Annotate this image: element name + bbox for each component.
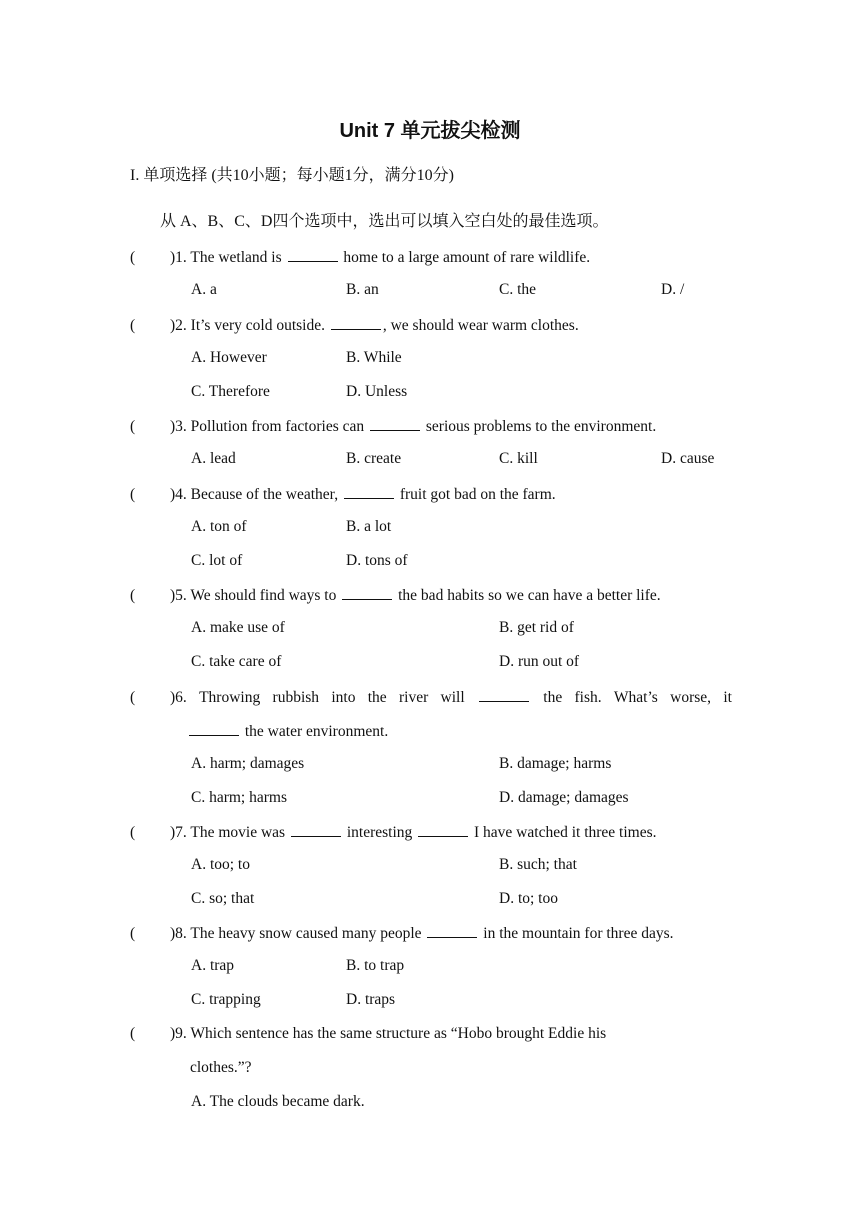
option-d: D. tons of — [346, 552, 408, 569]
option-a: A. make use of — [191, 619, 285, 636]
option-d: D. cause — [661, 450, 715, 467]
option-b: B. create — [346, 450, 402, 467]
question-6-continued: the water environment. — [187, 721, 388, 741]
option-b: B. get rid of — [499, 619, 574, 636]
question-9-continued: clothes.”? — [190, 1059, 252, 1076]
option-a: A. ton of — [191, 518, 247, 535]
option-a: A. The clouds became dark. — [191, 1093, 365, 1110]
option-a: A. a — [191, 281, 217, 298]
answer-blank — [418, 822, 468, 837]
answer-blank — [331, 315, 381, 330]
answer-blank — [370, 416, 420, 431]
question-4: ( )4. Because of the weather, fruit got bad on the farm. — [130, 486, 556, 503]
question-1: ( )1. The wetland is home to a large amount of rare wildlife. — [130, 249, 591, 266]
option-d: D. damage; damages — [499, 789, 629, 806]
answer-paren: ( — [130, 249, 136, 266]
option-d: D. traps — [346, 991, 396, 1008]
option-d: D. / — [661, 281, 685, 298]
answer-paren: ( — [130, 317, 136, 334]
option-b: B. damage; harms — [499, 755, 612, 772]
option-c: C. take care of — [191, 653, 282, 670]
question-8: ( )8. The heavy snow caused many people in the mountain for three days. — [130, 925, 674, 942]
answer-paren: ( — [130, 486, 136, 503]
answer-blank — [189, 721, 239, 736]
option-c: C. harm; harms — [191, 789, 287, 806]
question-2: ( )2. It’s very cold outside. , we should wear warm clothes. — [130, 317, 579, 334]
answer-paren: ( — [130, 1025, 136, 1042]
option-b: B. to trap — [346, 957, 405, 974]
answer-blank — [288, 247, 338, 262]
option-d: D. run out of — [499, 653, 580, 670]
question-6: ( )6. Throwing rubbish into the river will the fish. What’s worse, it — [130, 689, 732, 706]
option-b: B. such; that — [499, 856, 577, 873]
option-a: A. trap — [191, 957, 235, 974]
option-c: C. kill — [499, 450, 538, 467]
option-c: C. trapping — [191, 991, 261, 1008]
answer-paren: ( — [130, 925, 136, 942]
answer-paren: ( — [130, 418, 136, 435]
question-5: ( )5. We should find ways to the bad habits so we can have a better life. — [130, 587, 661, 604]
option-c: C. Therefore — [191, 383, 270, 400]
instruction-text: 从 A、B、C、D四个选项中，选出可以填入空白处的最佳选项。 — [160, 213, 609, 230]
answer-blank — [291, 822, 341, 837]
answer-blank — [479, 687, 529, 702]
option-c: C. so; that — [191, 890, 255, 907]
answer-paren: ( — [130, 689, 136, 706]
option-a: A. harm; damages — [191, 755, 305, 772]
option-a: A. too; to — [191, 856, 250, 873]
option-d: D. Unless — [346, 383, 408, 400]
answer-paren: ( — [130, 587, 136, 604]
option-c: C. the — [499, 281, 537, 298]
option-a: A. However — [191, 349, 267, 366]
option-b: B. While — [346, 349, 402, 366]
option-c: C. lot of — [191, 552, 243, 569]
answer-blank — [342, 585, 392, 600]
page-title: Unit 7 单元拔尖检测 — [339, 120, 521, 142]
answer-blank — [344, 484, 394, 499]
question-9: ( )9. Which sentence has the same structure as “Hobo brought Eddie his — [130, 1025, 607, 1042]
option-b: B. an — [346, 281, 379, 298]
answer-blank — [427, 923, 477, 938]
section-heading: I. 单项选择 (共10小题；每小题1分，满分10分) — [130, 167, 454, 184]
option-d: D. to; too — [499, 890, 558, 907]
answer-paren: ( — [130, 824, 136, 841]
question-3: ( )3. Pollution from factories can serious problems to the environment. — [130, 418, 657, 435]
option-b: B. a lot — [346, 518, 392, 535]
option-a: A. lead — [191, 450, 236, 467]
question-7: ( )7. The movie was interesting I have watched it three times. — [130, 824, 657, 841]
